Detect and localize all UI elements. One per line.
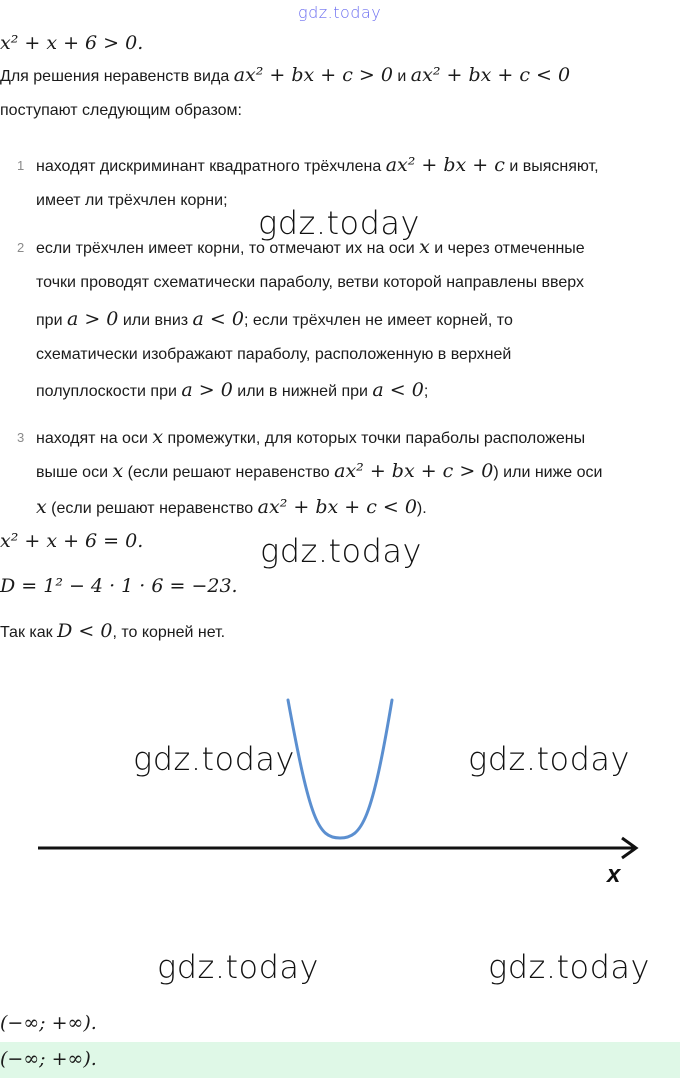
step-number-1: 1	[17, 158, 25, 173]
step-number-2: 2	[17, 240, 25, 255]
watermark-6: gdz.today	[488, 948, 650, 986]
parabola-curve	[288, 700, 392, 838]
step-3-l2-text-b: (если решают неравенство	[127, 464, 330, 481]
conclusion-text-b: , то корней нет.	[112, 624, 226, 641]
answer-line-2: (−∞; +∞).	[0, 1048, 97, 1070]
intro-and: и	[397, 68, 407, 85]
step-1-math: ax² + bx + c	[385, 154, 505, 176]
conclusion-math: D < 0	[57, 620, 113, 642]
step-2-l3-text-a: при	[36, 312, 63, 329]
step-3-l2-math-1: x	[112, 460, 124, 482]
step-1-text-b: и выясняют,	[509, 158, 599, 175]
step-3-l2-math-2: ax² + bx + c > 0	[334, 460, 494, 482]
intro-math-1: ax² + bx + c > 0	[233, 64, 393, 86]
step-2-text-b: и через отмеченные	[434, 240, 585, 257]
step-3-l3-text-b: ).	[416, 500, 427, 517]
step-3-l3-math-2: ax² + bx + c < 0	[257, 496, 417, 518]
step-2-l3-math-2: a < 0	[192, 308, 244, 330]
intro-math-2: ax² + bx + c < 0	[410, 64, 571, 86]
step-2-text-a: если трёхчлен имеет корни, то отмечают их на оси	[36, 240, 415, 257]
step-1-line-2: имеет ли трёхчлен корни;	[36, 192, 228, 209]
step-2-l3-text-c: ; если трёхчлен не имеет корней, то	[243, 312, 513, 329]
step-2-l5-text-a: полуплоскости при	[36, 383, 177, 400]
watermark-5: gdz.today	[157, 948, 319, 986]
step-2-line-2: точки проводят схематически параболу, ветви которой направлены вверх	[36, 274, 584, 291]
step-2-l5-math-1: a > 0	[181, 379, 233, 401]
step-3-math: x	[152, 426, 164, 448]
step-1-text-a: находят дискриминант квадратного трёхчлена	[36, 158, 382, 175]
answer-highlight	[0, 1042, 680, 1078]
intro-text-a: Для решения неравенств вида	[0, 68, 230, 85]
answer-line-1: (−∞; +∞).	[0, 1012, 97, 1034]
watermark-1: gdz.today	[258, 204, 420, 242]
conclusion-text-a: Так как	[0, 624, 53, 641]
step-3-text-a: находят на оси	[36, 430, 148, 447]
step-2-l5-math-2: a < 0	[372, 379, 424, 401]
step-3-text-b: промежутки, для которых точки параболы расположены	[167, 430, 586, 447]
step-2-l3-text-b: или вниз	[122, 312, 189, 329]
watermark-2: gdz.today	[260, 532, 422, 570]
watermark-3: gdz.today	[133, 740, 295, 778]
intro-line-2: поступают следующим образом:	[0, 102, 242, 119]
step-2-l5-text-b: или в нижней при	[237, 383, 368, 400]
watermark-top: gdz.today	[298, 3, 382, 22]
step-3-l2-text-c: ) или ниже оси	[493, 464, 603, 481]
discriminant-line: D = 1² − 4 · 1 · 6 = −23.	[0, 575, 238, 597]
step-2-l3-math-1: a > 0	[66, 308, 119, 330]
step-3-l3-math-1: x	[36, 496, 47, 518]
step-number-3: 3	[17, 430, 25, 445]
inequality-line: x² + x + 6 > 0.	[0, 32, 144, 54]
step-2-math: x	[419, 236, 430, 258]
equation-line: x² + x + 6 = 0.	[0, 530, 144, 552]
step-2-line-4: схематически изображают параболу, расположенную в верхней	[36, 346, 512, 363]
step-3-l3-text-a: (если решают неравенство	[51, 500, 254, 517]
step-2-l5-text-c: ;	[423, 383, 429, 400]
x-axis-label: x	[607, 861, 621, 888]
watermark-4: gdz.today	[468, 740, 630, 778]
step-3-l2-text-a: выше оси	[36, 464, 109, 481]
